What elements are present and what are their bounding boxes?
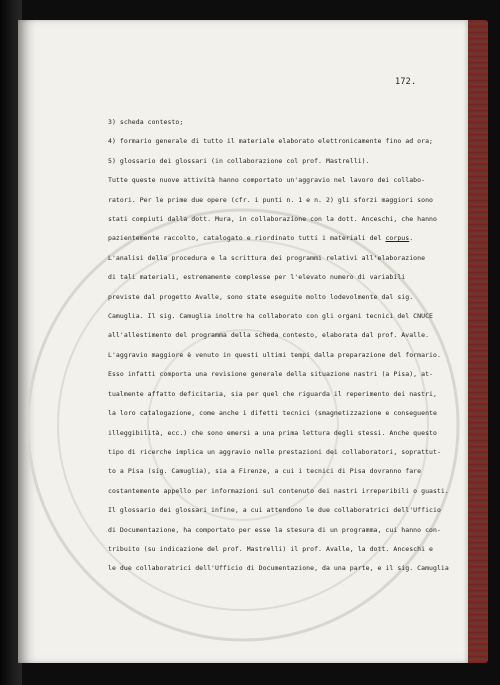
text-body	[108, 113, 448, 579]
text-line: di Documentazione, ha comportato per esse la stesura di un programma, cui hanno con-	[108, 525, 441, 534]
text-line: to a Pisa (sig. Camuglia), sia a Firenze, a cui i tecnici di Pisa dovranno fare	[108, 467, 422, 476]
text-line: le due collaboratrici dell'Ufficio di Documentazione, da una parte, e il sig. Camuglia	[108, 564, 449, 573]
text-line: 3) scheda contesto;	[108, 118, 184, 126]
text-line: L'analisi della procedura e la scrittura dei programmi relativi all'elaborazione	[108, 253, 426, 262]
text-line: all'allestimento del programma della scheda contesto, elaborata dal prof. Avalle.	[108, 331, 430, 340]
text-line	[108, 229, 448, 248]
page-edge	[466, 20, 488, 663]
trailing-period: .	[409, 234, 414, 243]
text-fragment: pazientemente raccolto, catalogato e riordinato tutti i materiali del	[108, 234, 386, 243]
text-line: tualmente affatto deficitaria, sia per quel che riguarda il reperimento dei nastri,	[108, 389, 437, 398]
text-line: Camuglia. Il sig. Camuglia inoltre ha collaborato con gli organi tecnici del CNUCE	[108, 312, 433, 321]
underlined-word: corpus	[385, 234, 410, 243]
text-line: 5) glossario dei glossari (in collaborazione col prof. Mastrelli).	[108, 156, 370, 165]
text-line: 4) formario generale di tutto il materiale elaborato elettronicamente fino ad ora;	[108, 137, 433, 146]
text-line: Esso infatti comporta una revisione generale della situazione nastri (a Pisa), at-	[108, 370, 433, 379]
text-line: tribuito (su indicazione del prof. Mastrelli) il prof. Avalle, la dott. Anceschi e	[108, 544, 433, 553]
text-line: ratori. Per le prime due opere (cfr. i punti n. 1 e n. 2) gli sforzi maggiori sono	[108, 195, 433, 204]
text-line: previste dal progetto Avalle, sono state eseguite molto lodevolmente dal sig.	[108, 292, 414, 301]
text-line: costantemente appello per informazioni sul contenuto dei nastri irreperibili o guasti.	[108, 486, 449, 495]
text-line: di tali materiali, estremamente complesse per l'elevato numero di variabili	[108, 273, 406, 282]
text-line: illeggibilità, ecc.) che sono emersi a una prima lettura degli stessi. Anche questo	[108, 428, 437, 437]
text-line: la loro catalogazione, come anche i difetti tecnici (smagnetizzazione e conseguente	[108, 409, 437, 418]
page-number: 172.	[395, 77, 417, 87]
text-line: stati compiuti dalla dott. Mura, in collaborazione con la dott. Anceschi, che hanno	[108, 215, 437, 224]
text-line: Il glossario dei glossari infine, a cui attendono le due collaboratrici dell'Ufficio	[108, 506, 441, 515]
text-line: L'aggravio maggiore è venuto in questi ultimi tempi dalla preparazione del formario.	[108, 350, 441, 359]
text-line: Tutte queste nuove attività hanno comportato un'aggravio nel lavoro dei collabo-	[108, 176, 426, 185]
document-page	[18, 20, 468, 663]
text-line: tipo di ricerche implica un aggravio nelle prestazioni dei collaboratori, soprattut-	[108, 447, 441, 456]
